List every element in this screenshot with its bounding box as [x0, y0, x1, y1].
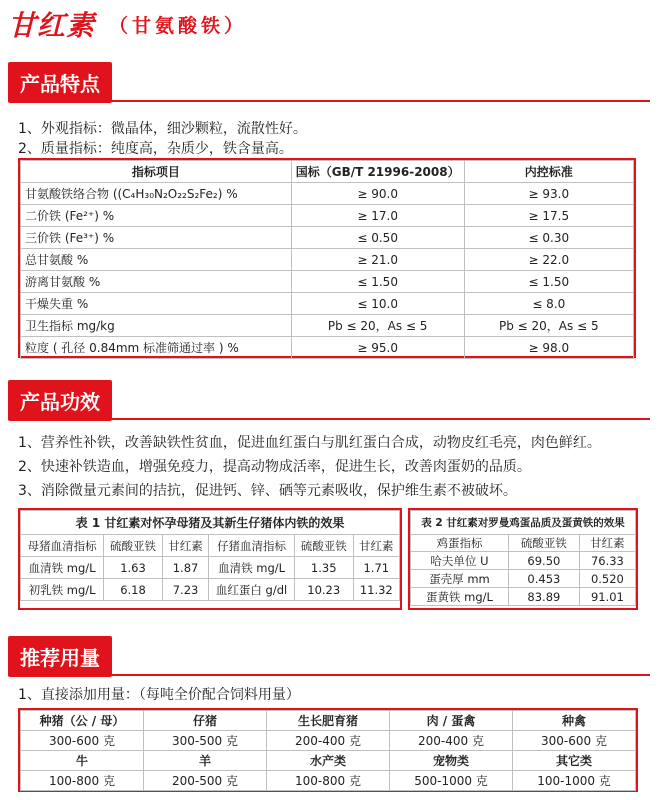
table-cell: 甘氨酸铁络合物 ((C₄H₃₀N₂O₂₂S₂Fe₂) % [21, 183, 292, 205]
table-cell: ≥ 93.0 [464, 183, 633, 205]
col-header: 硫酸亚铁 [508, 535, 579, 552]
features-rule [8, 100, 650, 102]
table-cell: 哈夫单位 U [411, 552, 509, 570]
table-cell: 200-400 克 [390, 731, 513, 751]
table-cell: 83.89 [508, 588, 579, 606]
table-row [411, 552, 636, 570]
table-row [21, 205, 634, 227]
table-cell: ≥ 22.0 [464, 249, 633, 271]
col-header: 肉 / 蛋禽 [390, 711, 513, 731]
dosage-table [20, 710, 636, 791]
table-row [411, 588, 636, 606]
col-header: 甘红素 [353, 535, 399, 557]
table-cell: 总甘氨酸 % [21, 249, 292, 271]
table-cell: 0.453 [508, 570, 579, 588]
table-cell: 10.23 [294, 579, 353, 601]
quality-table-header [21, 161, 634, 183]
col-header: 国标（GB/T 21996-2008） [291, 161, 464, 183]
table-cell: ≥ 98.0 [464, 337, 633, 359]
table-cell: 100-1000 克 [513, 771, 636, 791]
table-row [21, 293, 634, 315]
table-cell: 7.23 [162, 579, 208, 601]
table-cell: ≥ 95.0 [291, 337, 464, 359]
col-header: 宠物类 [390, 751, 513, 771]
table-cell: 1.35 [294, 557, 353, 579]
table-cell: 二价铁 (Fe²⁺) % [21, 205, 292, 227]
table1-header [21, 535, 400, 557]
dosage-row-head-1 [21, 711, 636, 731]
table-cell: 69.50 [508, 552, 579, 570]
efficacy-heading [8, 378, 112, 422]
col-header: 种禽 [513, 711, 636, 731]
table-cell: 300-500 克 [144, 731, 267, 751]
table-row [21, 183, 634, 205]
col-header: 指标项目 [21, 161, 292, 183]
efficacy-tag: 产品功效 [8, 380, 112, 421]
table2-header [411, 535, 636, 552]
table-row [21, 731, 636, 751]
table1-frame [18, 508, 402, 610]
table-cell: Pb ≤ 20，As ≤ 5 [291, 315, 464, 337]
table-cell: 0.520 [579, 570, 635, 588]
table-row [21, 557, 400, 579]
col-header: 硫酸亚铁 [104, 535, 163, 557]
table-row [21, 271, 634, 293]
col-header: 甘红素 [579, 535, 635, 552]
table-cell: 1.71 [353, 557, 399, 579]
dosage-row-head-2 [21, 751, 636, 771]
dosage-line: 1、直接添加用量：（每吨全价配合饲料用量） [18, 687, 300, 703]
col-header: 生长肥育猪 [267, 711, 390, 731]
table-cell: ≤ 1.50 [464, 271, 633, 293]
table-cell: 500-1000 克 [390, 771, 513, 791]
table-cell: 300-600 克 [513, 731, 636, 751]
table-cell: 76.33 [579, 552, 635, 570]
table-cell: ≥ 17.5 [464, 205, 633, 227]
col-header: 仔猪 [144, 711, 267, 731]
table2-caption: 表 2 甘红素对罗曼鸡蛋品质及蛋黄铁的效果 [411, 511, 636, 535]
table-cell: ≥ 17.0 [291, 205, 464, 227]
efficacy-line-2: 2、快速补铁造血，增强免疫力，提高动物成活率，促进生长，改善肉蛋奶的品质。 [18, 459, 531, 475]
features-tag: 产品特点 [8, 62, 112, 103]
brand-name: 甘红素 [8, 9, 96, 42]
table-cell: 100-800 克 [21, 771, 144, 791]
table-row [411, 570, 636, 588]
table-cell: 91.01 [579, 588, 635, 606]
table-row [21, 315, 634, 337]
table-cell: 血红蛋白 g/dl [209, 579, 295, 601]
table-row [21, 227, 634, 249]
table-cell: 6.18 [104, 579, 163, 601]
feature-line-2: 2、质量指标：纯度高，杂质少，铁含量高。 [18, 141, 293, 157]
table2 [410, 510, 636, 606]
efficacy-rule [8, 418, 650, 420]
table-cell: ≤ 10.0 [291, 293, 464, 315]
col-header: 内控标准 [464, 161, 633, 183]
table-row [21, 337, 634, 359]
table-cell: 血清铁 mg/L [209, 557, 295, 579]
col-header: 母猪血清指标 [21, 535, 104, 557]
quality-table-frame [18, 158, 636, 358]
table-cell: 干燥失重 % [21, 293, 292, 315]
col-header: 牛 [21, 751, 144, 771]
table-cell: 血清铁 mg/L [21, 557, 104, 579]
table-cell: ≥ 90.0 [291, 183, 464, 205]
table-cell: ≤ 0.50 [291, 227, 464, 249]
col-header: 硫酸亚铁 [294, 535, 353, 557]
table-row [21, 579, 400, 601]
table-cell: 三价铁 (Fe³⁺) % [21, 227, 292, 249]
table-row [21, 249, 634, 271]
col-header: 羊 [144, 751, 267, 771]
table-cell: ≤ 1.50 [291, 271, 464, 293]
table-cell: 卫生指标 mg/kg [21, 315, 292, 337]
dosage-rule [8, 674, 650, 676]
table-cell: 200-400 克 [267, 731, 390, 751]
title-bar [8, 6, 247, 42]
col-header: 甘红素 [162, 535, 208, 557]
col-header: 鸡蛋指标 [411, 535, 509, 552]
efficacy-line-3: 3、消除微量元素间的拮抗，促进钙、锌、硒等元素吸收，保护维生素不被破坏。 [18, 483, 517, 499]
efficacy-line-1: 1、营养性补铁，改善缺铁性贫血，促进血红蛋白与肌红蛋白合成，动物皮红毛亮，肉色鲜红。 [18, 435, 601, 451]
table2-frame [408, 508, 638, 610]
table-cell: Pb ≤ 20，As ≤ 5 [464, 315, 633, 337]
feature-line-1: 1、外观指标：微晶体，细沙颗粒，流散性好。 [18, 121, 307, 137]
table-cell: ≤ 0.30 [464, 227, 633, 249]
quality-table [20, 160, 634, 359]
table-cell: 200-500 克 [144, 771, 267, 791]
table-cell: 初乳铁 mg/L [21, 579, 104, 601]
table-cell: 蛋黄铁 mg/L [411, 588, 509, 606]
table-cell: ≥ 21.0 [291, 249, 464, 271]
dosage-table-frame [18, 708, 638, 792]
table-cell: 1.87 [162, 557, 208, 579]
table-cell: 粒度 ( 孔径 0.84mm 标准筛通过率 ) % [21, 337, 292, 359]
col-header: 种猪（公 / 母） [21, 711, 144, 731]
table-cell: 1.63 [104, 557, 163, 579]
features-heading [8, 60, 112, 104]
table-cell: ≤ 8.0 [464, 293, 633, 315]
table1-caption: 表 1 甘红素对怀孕母猪及其新生仔猪体内铁的效果 [21, 511, 400, 535]
table-cell: 游离甘氨酸 % [21, 271, 292, 293]
dosage-tag: 推荐用量 [8, 636, 112, 677]
table-cell: 11.32 [353, 579, 399, 601]
table-cell: 蛋壳厚 mm [411, 570, 509, 588]
col-header: 水产类 [267, 751, 390, 771]
table-cell: 100-800 克 [267, 771, 390, 791]
table1 [20, 510, 400, 601]
dosage-heading [8, 634, 112, 678]
table-row [21, 771, 636, 791]
brand-subtitle: （甘氨酸铁） [109, 14, 248, 37]
table-cell: 300-600 克 [21, 731, 144, 751]
col-header: 仔猪血清指标 [209, 535, 295, 557]
col-header: 其它类 [513, 751, 636, 771]
